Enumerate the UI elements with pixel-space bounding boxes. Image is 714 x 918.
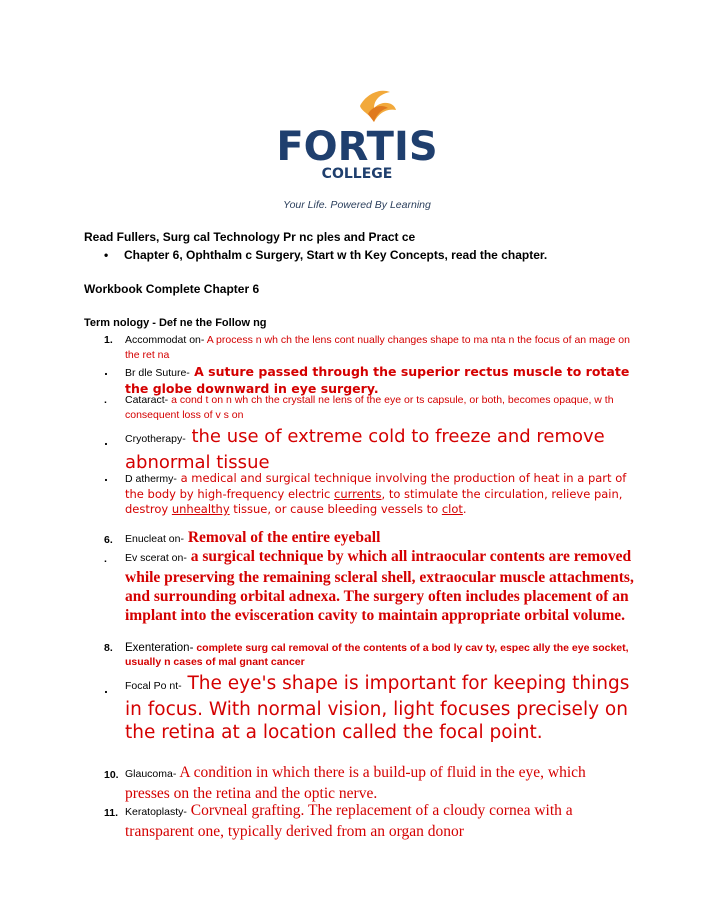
list-item — [104, 528, 634, 549]
bullet-dot: • — [104, 248, 109, 262]
list-item — [104, 471, 634, 517]
item-definition-d: . — [462, 502, 467, 516]
item-definition-c: tissue, or cause bleeding vessels to — [229, 502, 442, 516]
item-number: 1. — [104, 334, 113, 346]
item-definition: The eye's shape is important for keeping things in focus. With normal vision, light focuses precisely on the retina at a location called the focal point. — [125, 673, 630, 743]
list-item — [104, 672, 634, 744]
item-term: Accommodat on- — [125, 334, 205, 346]
workbook-instruction: Workbook Complete Chapter 6 — [84, 282, 260, 296]
flame-logo-icon — [262, 84, 452, 214]
item-term: Cataract- — [125, 394, 169, 406]
item-definition: a cond t on n wh ch the crystall ne lens of the eye or ts capsule, or both, becomes opaque, w th consequent loss of v s on — [125, 394, 614, 421]
item-definition: the use of extreme cold to freeze and remove abnormal tissue — [125, 426, 605, 473]
list-item — [104, 425, 634, 474]
list-item — [104, 641, 634, 669]
list-item — [104, 393, 634, 423]
item-number: . — [104, 366, 108, 378]
link-currents[interactable]: currents — [334, 487, 382, 501]
logo-brand: FORTIS — [276, 124, 438, 170]
item-term: Exenteration- — [125, 642, 194, 654]
item-definition: A process n wh ch the lens cont nually changes shape to ma nta n the focus of an mage on the ret na — [125, 334, 630, 361]
item-term: D athermy- — [125, 473, 177, 485]
item-number: . — [104, 472, 108, 484]
item-term: Ev scerat on- — [125, 552, 187, 564]
item-definition: Corvneal grafting. The replacement of a cloudy cornea with a transparent one, typically derived from an organ donor — [125, 802, 573, 840]
item-term: Cryotherapy- — [125, 433, 186, 445]
logo-sub: COLLEGE — [321, 166, 393, 182]
item-term: Br dle Suture- — [125, 367, 190, 379]
link-clot[interactable]: clot — [441, 502, 463, 516]
item-number: . — [104, 553, 107, 565]
logo-tagline: Your Life. Powered By Learning — [283, 199, 431, 211]
item-number: . — [104, 394, 107, 406]
item-number: 8. — [104, 642, 113, 654]
item-number: 6. — [104, 534, 113, 546]
item-definition: A suture passed through the superior rectus muscle to rotate the globe downward in eye surgery. — [125, 364, 630, 396]
item-definition: A condition in which there is a build-up of fluid in the eye, which presses on the retina and the optic nerve. — [125, 764, 586, 802]
chapter-bullet-text: Chapter 6, Ophthalm c Surgery, Start w th Key Concepts, read the chapter. — [124, 248, 548, 262]
list-item — [104, 547, 634, 625]
item-number: 10. — [104, 769, 119, 781]
terminology-header: Term nology - Def ne the Follow ng — [84, 317, 267, 329]
item-term: Focal Po nt- — [125, 680, 182, 692]
item-definition-a: a medical and surgical technique involving the production of heat in a part of the body by high-frequency electric — [125, 471, 627, 501]
item-definition: a surgical technique by which all intraocular contents are removed while preserving the remaining scleral shell, extraocular muscle attachments, and surrounding orbital adnexa. The surgery often includes placement of an implant into the evisceration cavity to maintain appropriate orbital volume. — [125, 548, 634, 624]
list-item — [104, 763, 634, 803]
item-term: Glaucoma- — [125, 768, 177, 780]
list-item — [104, 333, 634, 363]
fortis-college-logo — [262, 84, 452, 214]
item-definition-b: , to stimulate the circulation, relieve pain, destroy — [125, 487, 623, 516]
item-definition: Removal of the entire eyeball — [187, 529, 381, 546]
list-item — [104, 801, 634, 841]
link-unhealthy[interactable]: unhealthy — [171, 502, 230, 516]
chapter-bullet — [104, 248, 547, 262]
item-definition: complete surg cal removal of the contents of a bod ly cav ty, espec ally the eye socket, usually n cases of mal gnant cancer — [125, 642, 629, 668]
item-term: Enucleat on- — [125, 533, 184, 545]
item-number: . — [104, 436, 108, 448]
item-term: Keratoplasty- — [125, 806, 187, 818]
item-number: . — [104, 684, 108, 696]
read-instruction: Read Fullers, Surg cal Technology Pr nc ples and Pract ce — [84, 230, 416, 244]
item-number: 11. — [104, 807, 119, 819]
